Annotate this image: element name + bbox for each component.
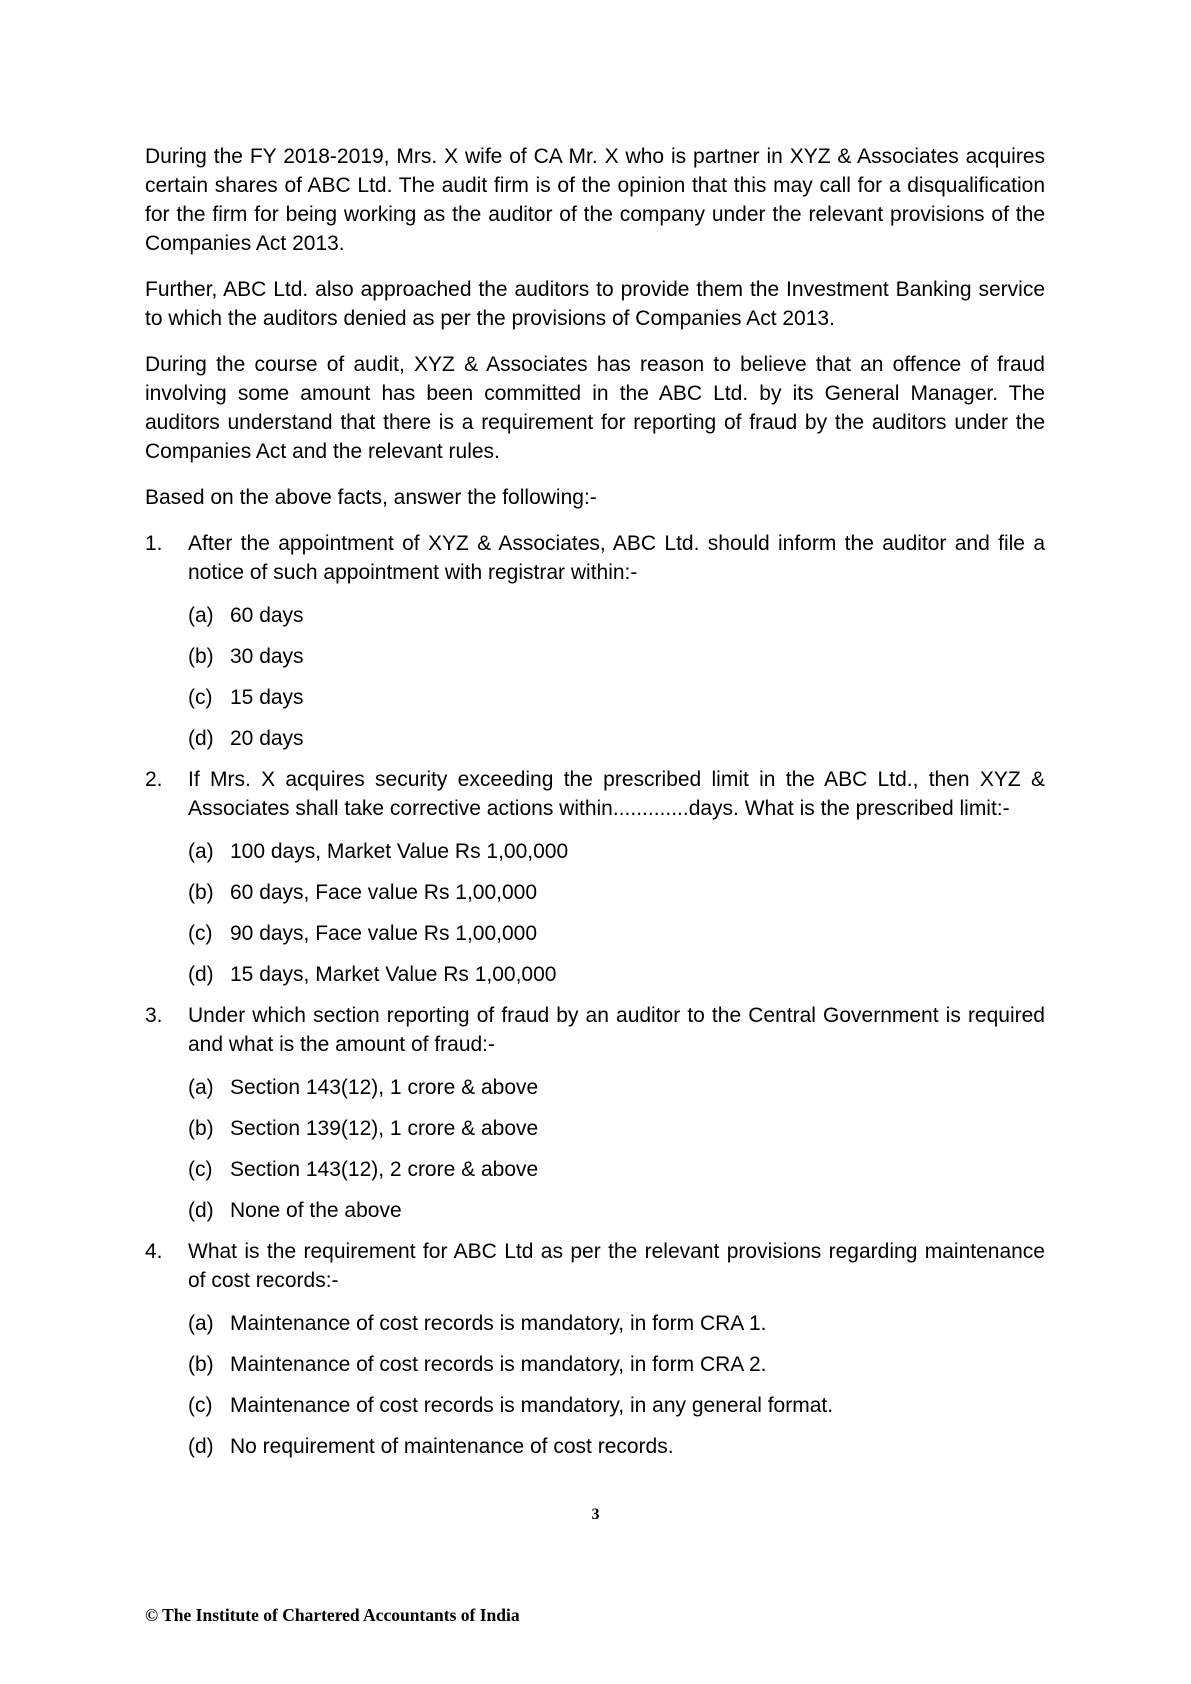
option-row (188, 1073, 1045, 1102)
question-number: 3. (145, 1004, 163, 1027)
question-3 (145, 1001, 1045, 1225)
option-label: (a) (188, 840, 214, 863)
question-4 (145, 1237, 1045, 1461)
option-text: Maintenance of cost records is mandatory, in form CRA 1. (230, 1312, 767, 1335)
option-label: (a) (188, 1076, 214, 1099)
option-text: Maintenance of cost records is mandatory, in any general format. (230, 1394, 834, 1417)
option-row (188, 1391, 1045, 1420)
option-text: Section 143(12), 2 crore & above (230, 1158, 539, 1181)
intro-paragraph: Based on the above facts, answer the following:- (145, 486, 597, 509)
option-text: 15 days (230, 686, 304, 709)
option-text: Section 139(12), 1 crore & above (230, 1117, 539, 1140)
page-number: 3 (591, 1506, 600, 1523)
option-text: 100 days, Market Value Rs 1,00,000 (230, 840, 569, 863)
page-content (145, 142, 1045, 1473)
option-row (188, 683, 1045, 712)
option-label: (d) (188, 727, 214, 750)
question-stem (145, 1001, 1045, 1059)
option-label: (a) (188, 1312, 214, 1335)
option-row (188, 960, 1045, 989)
question-number: 1. (145, 532, 163, 555)
question-1 (145, 529, 1045, 753)
option-text: 20 days (230, 727, 304, 750)
option-text: 60 days, Face value Rs 1,00,000 (230, 881, 538, 904)
question-stem (145, 529, 1045, 587)
option-text: Section 143(12), 1 crore & above (230, 1076, 539, 1099)
option-row (188, 1350, 1045, 1379)
option-row (188, 1114, 1045, 1143)
option-row (188, 878, 1045, 907)
option-row (188, 642, 1045, 671)
option-text: None of the above (230, 1199, 402, 1222)
option-label: (d) (188, 963, 214, 986)
question-text: After the appointment of XYZ & Associates, ABC Ltd. should inform the auditor and file a notice of such appointment with registrar within:- (188, 532, 1045, 584)
question-stem (145, 765, 1045, 823)
option-text: 90 days, Face value Rs 1,00,000 (230, 922, 538, 945)
option-text: Maintenance of cost records is mandatory, in form CRA 2. (230, 1353, 767, 1376)
option-row (188, 1309, 1045, 1338)
question-text: Under which section reporting of fraud by an auditor to the Central Government is required and what is the amount of fraud:- (188, 1004, 1045, 1056)
intro-paragraph: During the course of audit, XYZ & Associates has reason to believe that an offence of fraud involving some amount has been committed in the ABC Ltd. by its General Manager. The auditors understand that there is a requirement for reporting of fraud by the auditors under the Companies Act and the relevant rules. (145, 353, 1045, 463)
option-label: (a) (188, 604, 214, 627)
copyright-footer: © The Institute of Chartered Accountants of India (145, 1605, 520, 1625)
option-row (188, 724, 1045, 753)
option-row (188, 601, 1045, 630)
option-text: 15 days, Market Value Rs 1,00,000 (230, 963, 557, 986)
option-label: (b) (188, 881, 214, 904)
question-text: What is the requirement for ABC Ltd as per the relevant provisions regarding maintenance of cost records:- (188, 1240, 1045, 1292)
question-stem (145, 1237, 1045, 1295)
intro-paragraph: Further, ABC Ltd. also approached the auditors to provide them the Investment Banking service to which the auditors denied as per the provisions of Companies Act 2013. (145, 278, 1045, 330)
option-label: (d) (188, 1435, 214, 1458)
option-text: No requirement of maintenance of cost records. (230, 1435, 674, 1458)
option-label: (d) (188, 1199, 214, 1222)
option-row (188, 837, 1045, 866)
option-label: (c) (188, 1394, 213, 1417)
option-text: 60 days (230, 604, 304, 627)
question-number: 4. (145, 1240, 163, 1263)
option-label: (c) (188, 922, 213, 945)
question-2 (145, 765, 1045, 989)
option-label: (c) (188, 1158, 213, 1181)
option-row (188, 919, 1045, 948)
question-text: If Mrs. X acquires security exceeding the prescribed limit in the ABC Ltd., then XYZ & Associates shall take corrective actions within.............days. What is the prescribed limit:- (188, 768, 1045, 820)
option-label: (b) (188, 1117, 214, 1140)
question-number: 2. (145, 768, 163, 791)
option-label: (b) (188, 1353, 214, 1376)
option-label: (b) (188, 645, 214, 668)
option-label: (c) (188, 686, 213, 709)
option-row (188, 1196, 1045, 1225)
intro-paragraph: During the FY 2018-2019, Mrs. X wife of CA Mr. X who is partner in XYZ & Associates acquires certain shares of ABC Ltd. The audit firm is of the opinion that this may call for a disqualification for the firm for being working as the auditor of the company under the relevant provisions of the Companies Act 2013. (145, 145, 1045, 255)
option-text: 30 days (230, 645, 304, 668)
option-row (188, 1432, 1045, 1461)
option-row (188, 1155, 1045, 1184)
